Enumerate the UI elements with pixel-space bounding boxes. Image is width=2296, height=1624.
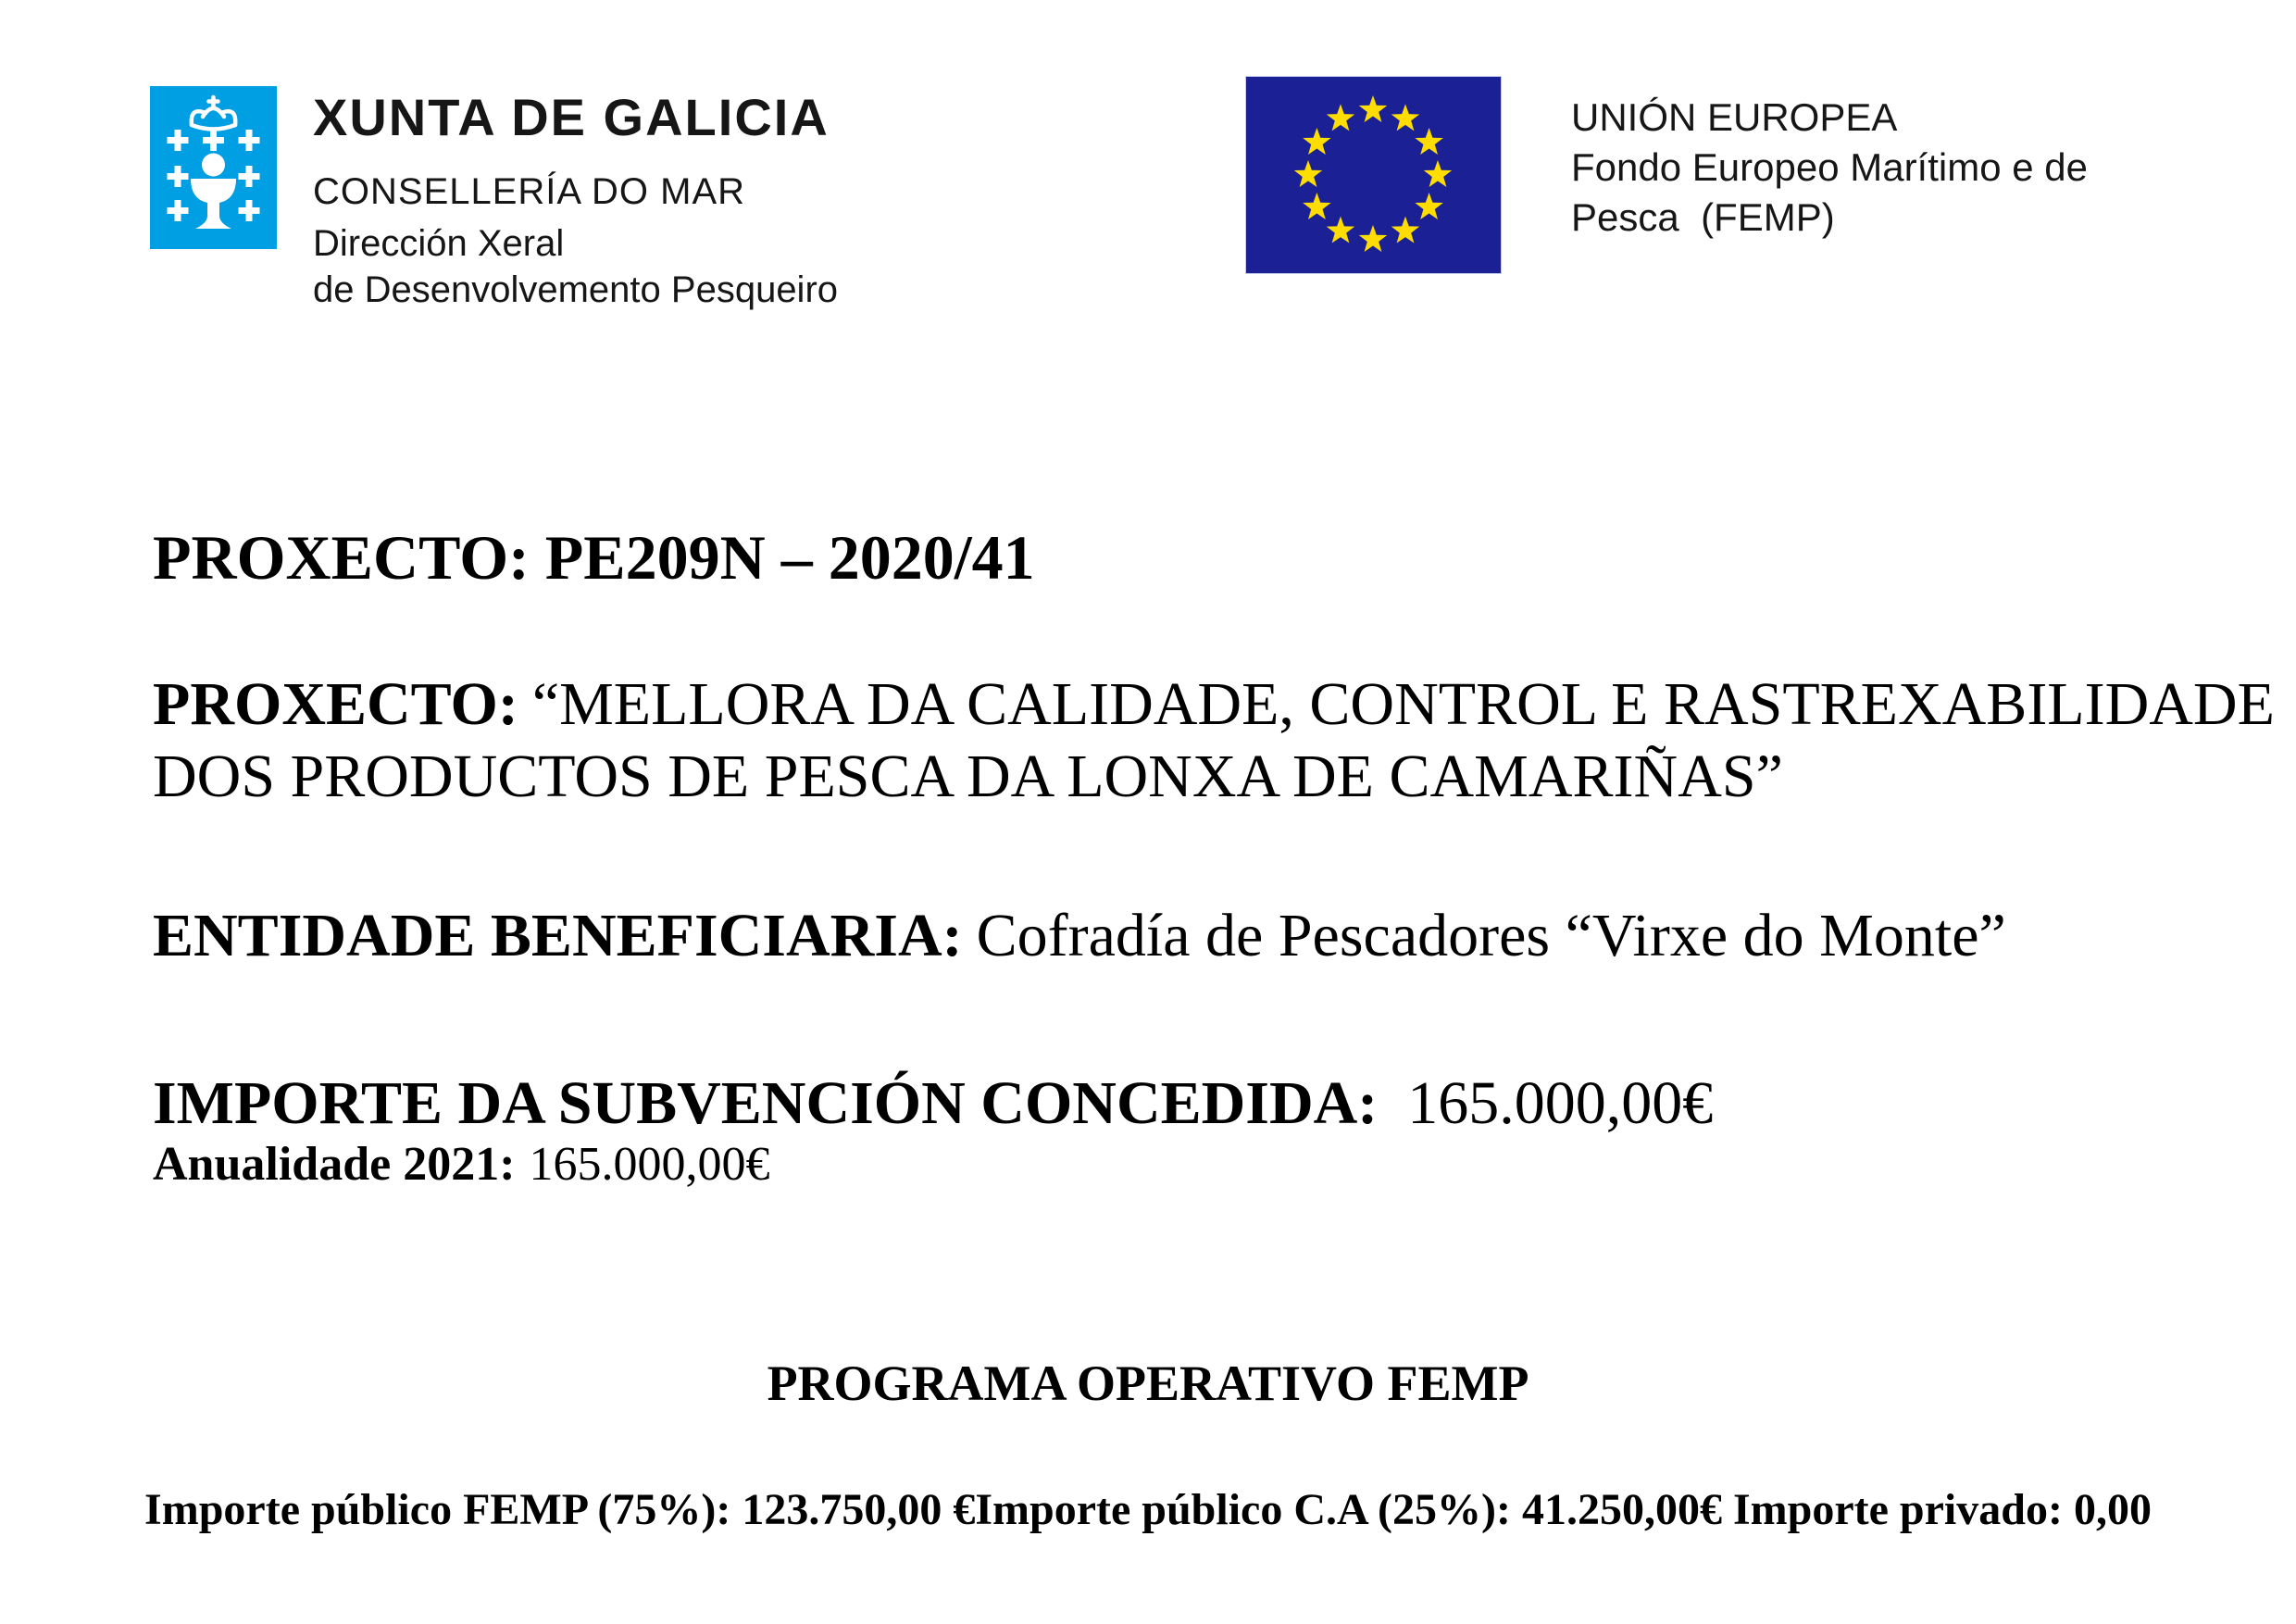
direccion-xeral-line2: de Desenvolvemento Pesqueiro xyxy=(313,269,839,310)
beneficiary-value: Cofradía de Pescadores “Virxe do Monte” xyxy=(976,902,2006,969)
grant-amount-line xyxy=(153,1067,1713,1141)
galicia-coat-of-arms-icon xyxy=(150,86,277,249)
eu-fund-line2: Pesca (FEMP) xyxy=(1571,195,1835,239)
grant-label: IMPORTE DA SUBVENCIÓN CONCEDIDA: xyxy=(153,1069,1379,1137)
host-icon xyxy=(202,154,225,177)
project-title-text1: “MELLORA DA CALIDADE, CONTROL E RASTREXABILIDADE xyxy=(531,670,2275,738)
project-title-paragraph xyxy=(153,668,2275,813)
direccion-xeral-line1: Dirección Xeral xyxy=(313,223,565,264)
project-title-line1 xyxy=(153,668,2275,741)
grant-value: 165.000,00€ xyxy=(1407,1069,1714,1137)
annuity-label: Anualidade 2021: xyxy=(153,1138,516,1191)
beneficiary-line xyxy=(153,900,2006,972)
annuity-line xyxy=(153,1137,770,1193)
project-code-heading: PROXECTO: PE209N – 2020/41 xyxy=(153,522,1035,593)
xunta-wordmark: XUNTA DE GALICIA xyxy=(313,88,830,146)
beneficiary-label: ENTIDADE BENEFICIARIA: xyxy=(153,902,963,969)
project-label: PROXECTO: xyxy=(153,670,518,738)
eu-fund-line1: Fondo Europeo Marítimo e de xyxy=(1571,145,2088,189)
project-title-line2: DOS PRODUCTOS DE PESCA DA LONXA DE CAMARIÑAS” xyxy=(153,743,1783,810)
direccion-xeral-lines xyxy=(313,220,838,313)
eu-flag-icon xyxy=(1245,76,1502,274)
xunta-header-text xyxy=(313,89,838,313)
eu-header-text xyxy=(1571,93,2088,243)
conselleria-subtitle: CONSELLERÍA DO MAR xyxy=(313,171,746,212)
program-heading: PROGRAMA OPERATIVO FEMP xyxy=(767,1355,1529,1411)
annuity-value: 165.000,00€ xyxy=(529,1138,770,1191)
funding-breakdown-line: Importe público FEMP (75%): 123.750,00 €Importe público C.A (25%): 41.250,00€ Importe privado: 0,00 xyxy=(144,1485,2152,1534)
eu-union-line: UNIÓN EUROPEA xyxy=(1571,95,1898,139)
